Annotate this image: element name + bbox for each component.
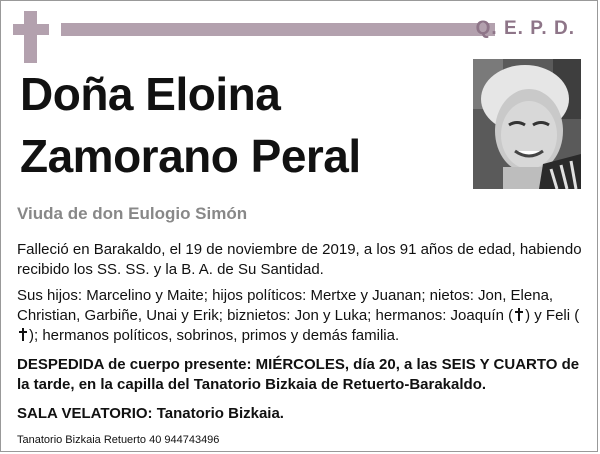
- qepd-label: Q. E. P. D.: [475, 18, 575, 39]
- header-bar: [61, 23, 495, 36]
- family-list: [17, 286, 591, 346]
- cross-icon: [514, 308, 524, 321]
- cross-icon: [18, 328, 28, 341]
- portrait-photo: [473, 59, 581, 189]
- deceased-name-line2: Zamorano Peral: [20, 130, 361, 182]
- widow-subtitle: Viuda de don Eulogio Simón: [17, 204, 248, 223]
- death-notice: Falleció en Barakaldo, el 19 de noviembre de 2019, a los 91 años de edad, habiendo recibido los SS. SS. y la B. A. de Su Santidad.: [17, 241, 582, 278]
- deceased-name-line1: Doña Eloina: [20, 68, 281, 120]
- family-text-3: ); hermanos políticos, sobrinos, primos y demás familia.: [29, 327, 400, 344]
- farewell-notice: DESPEDIDA de cuerpo presente: MIÉRCOLES, día 20, a las SEIS Y CUARTO de la tarde, en la capilla del Tanatorio Bizkaia de Retuerto-Barakaldo.: [17, 356, 580, 393]
- cross-icon: [13, 11, 49, 63]
- wake-room: SALA VELATORIO: Tanatorio Bizkaia.: [17, 405, 284, 422]
- family-text-1: Sus hijos: Marcelino y Maite; hijos políticos: Mertxe y Juanan; nietos: Jon, Elena, Christian, Garbiñe, Unai y Erik; biznietos: Jon y Luka; hermanos: Joaquín (: [17, 287, 554, 324]
- footer-contact: Tanatorio Bizkaia Retuerto 40 944743496: [17, 434, 220, 446]
- family-text-2: ) y Feli (: [525, 307, 580, 324]
